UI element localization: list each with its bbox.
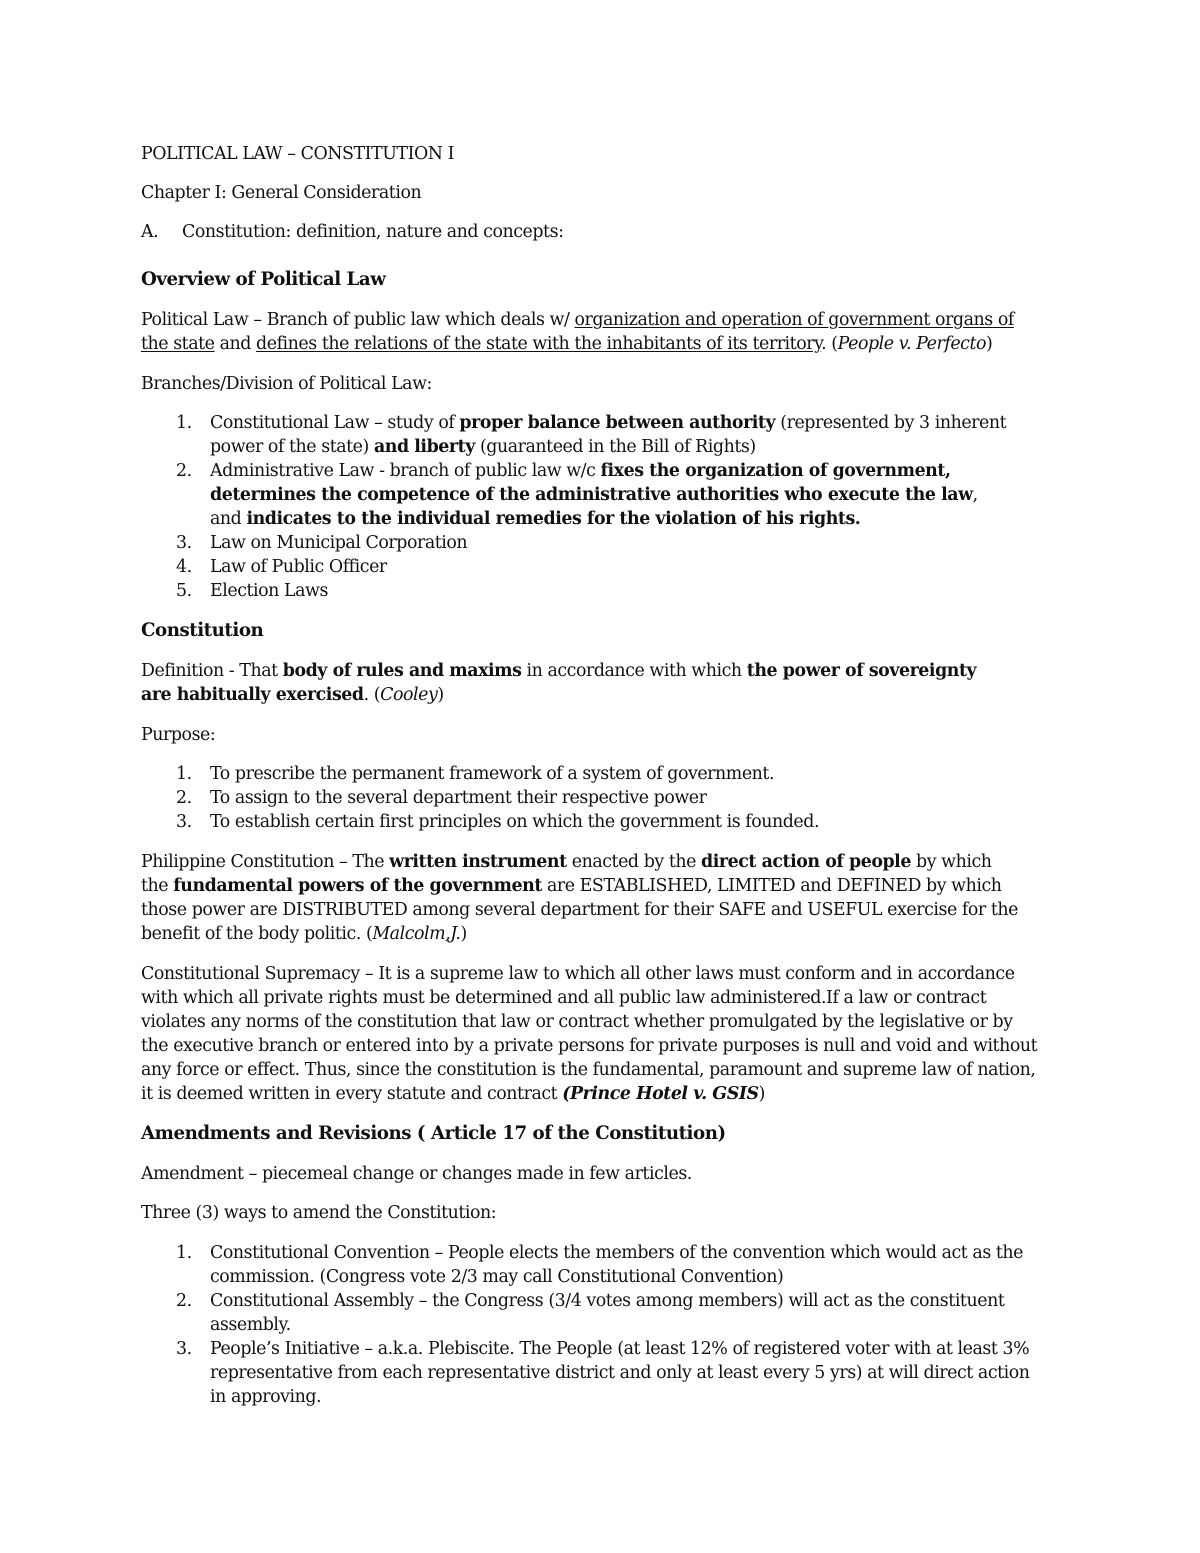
list-number: 1. [176,1243,192,1263]
list-item-continuation: commission. (Congress vote 2/3 may call Constitutional Convention) [210,1267,784,1287]
branches-label: Branches/Division of Political Law: [141,374,432,394]
list-item-continuation: assembly. [210,1315,291,1335]
text-span: are ESTABLISHED, LIMITED and DEFINED by which [541,876,1002,896]
bold-text: written instrument [389,852,567,872]
section-a-text: Constitution: definition, nature and concepts: [182,222,564,242]
paragraph-line: any force or effect. Thus, since the constitution is the fundamental, paramount and supreme law of nation, [141,1060,1036,1080]
three-ways-label: Three (3) ways to amend the Constitution: [141,1203,497,1223]
text-span: ) [460,924,467,944]
list-item-continuation [210,507,860,531]
amendments-heading: Amendments and Revisions ( Article 17 of the Constitution) [141,1123,726,1144]
list-number: 2. [176,788,192,808]
bold-text: fixes the organization of government, [600,461,951,481]
list-number: 3. [176,1339,192,1359]
text-span: and [210,509,247,529]
text-span: Constitutional Law – study of [210,413,460,433]
text-span: power of the state) [210,437,374,457]
paragraph-line [141,850,992,874]
list-item: Constitutional Convention – People elects the members of the convention which would act as the [210,1243,1024,1263]
bold-text: indicates to the individual remedies for the violation of his rights. [246,509,861,529]
purpose-label: Purpose: [141,725,216,745]
definition-line [141,659,976,683]
list-number: 5. [176,581,192,601]
paragraph-line: those power are DISTRIBUTED among several department for their SAFE and USEFUL exercise for the [141,900,1018,920]
text-span: ) [437,685,444,705]
paragraph-line: the executive branch or entered into by a private persons for private purposes is null and void and without [141,1036,1038,1056]
case-citation: Cooley [380,685,438,705]
definition-line [141,332,992,356]
bold-text: body of rules and maxims [282,661,522,681]
definition-line [141,308,1014,332]
chapter-title: Chapter I: General Consideration [141,183,422,203]
bold-text: determines the competence of the administrative authorities who execute the law [210,485,973,505]
text-span: ) [986,334,993,354]
list-item-continuation: in approving. [210,1387,322,1407]
text-span: Administrative Law - branch of public law w/c [210,461,601,481]
text-span: in accordance with which [521,661,747,681]
underlined-text: defines the relations of the state with the inhabitants of its territory [256,334,822,354]
list-number: 3. [176,812,192,832]
list-item-continuation: representative from each representative district and only at least every 5 yrs) at will direct action [210,1363,1030,1383]
list-item: People’s Initiative – a.k.a. Plebiscite. The People (at least 12% of registered voter with at least 3% [210,1339,1030,1359]
list-number: 1. [176,764,192,784]
paragraph-line [141,1082,765,1106]
overview-heading: Overview of Political Law [141,269,386,290]
text-span: Philippine Constitution – The [141,852,390,872]
case-citation: Malcolm,J. [372,924,461,944]
text-span: Definition - That [141,661,283,681]
list-item-continuation [210,435,756,459]
case-citation: (Prince Hotel v. GSIS [562,1084,759,1104]
list-number: 1. [176,413,192,433]
text-span: , [972,485,978,505]
underlined-text: organization and operation of government organs of [574,310,1014,330]
text-span: benefit of the body politic. ( [141,924,373,944]
list-number: 3. [176,533,192,553]
list-number: 2. [176,1291,192,1311]
bold-text: the power of sovereignty [746,661,977,681]
list-item: To establish certain first principles on which the government is founded. [210,812,820,832]
text-span: enacted by the [566,852,702,872]
case-citation: People v. Perfecto [837,334,987,354]
list-item [210,459,951,483]
list-item: Constitutional Assembly – the Congress (3/4 votes among members) will act as the constituent [210,1291,1005,1311]
text-span: and [214,334,257,354]
paragraph-line: with which all private rights must be determined and all public law administered.If a law or contract [141,988,987,1008]
amendment-definition: Amendment – piecemeal change or changes made in few articles. [141,1164,692,1184]
bold-text: direct action of people [701,852,911,872]
list-item: Election Laws [210,581,328,601]
bold-text: and liberty [373,437,475,457]
list-number: 2. [176,461,192,481]
bold-text: are habitually exercised [141,685,364,705]
paragraph-line: violates any norms of the constitution that law or contract whether promulgated by the legislative or by [141,1012,1013,1032]
bold-text: proper balance between authority [459,413,776,433]
list-item-continuation [210,483,978,507]
text-span: . ( [363,685,381,705]
text-span: (represented by 3 inherent [775,413,1007,433]
list-item: To assign to the several department their respective power [210,788,707,808]
list-item: Law on Municipal Corporation [210,533,468,553]
text-span: Political Law – Branch of public law which deals w/ [141,310,575,330]
underlined-text: the state [141,334,215,354]
text-span: the [141,876,174,896]
paragraph-line: Constitutional Supremacy – It is a supreme law to which all other laws must conform and in accordance [141,964,1015,984]
bold-text: fundamental powers of the government [173,876,542,896]
section-a-marker: A. [141,222,159,242]
text-span: by which [910,852,992,872]
paragraph-line [141,874,1002,898]
constitution-heading: Constitution [141,620,264,641]
list-item [210,411,1006,435]
definition-line [141,683,444,707]
text-span: . ( [821,334,838,354]
paragraph-line [141,922,467,946]
text-span: ) [758,1084,765,1104]
list-item: To prescribe the permanent framework of a system of government. [210,764,775,784]
text-span: it is deemed written in every statute and contract [141,1084,563,1104]
text-span: (guaranteed in the Bill of Rights) [474,437,756,457]
list-number: 4. [176,557,192,577]
list-item: Law of Public Officer [210,557,387,577]
document-title: POLITICAL LAW – CONSTITUTION I [141,144,455,164]
